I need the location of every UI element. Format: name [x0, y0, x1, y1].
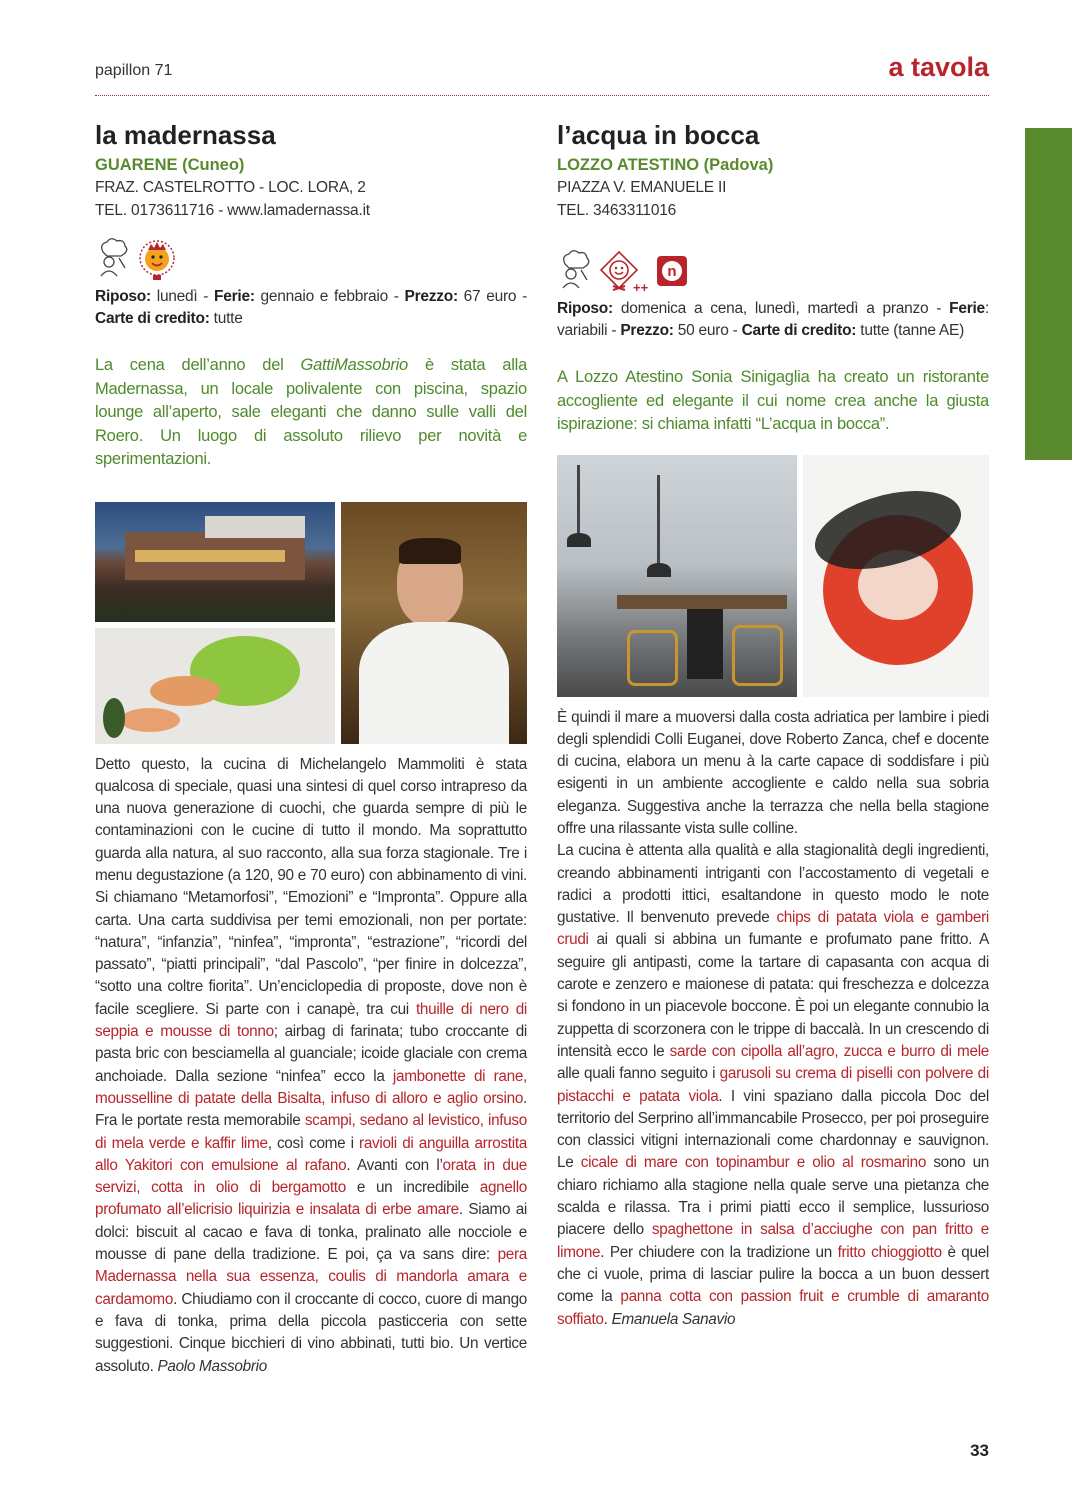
- restaurant-intro: [95, 354, 527, 472]
- riposo-label: Riposo:: [95, 288, 151, 305]
- body-text: . Avanti con l’: [346, 1156, 443, 1174]
- ferie-value: : variabili -: [557, 300, 989, 339]
- body-text: è quel che ci vuole, prima di lasciar pulire la bocca a un buon dessert come la: [557, 1243, 989, 1306]
- riposo-label: Riposo:: [557, 300, 613, 317]
- carte-value: tutte: [209, 310, 243, 327]
- smiley-award-icon: [601, 252, 649, 294]
- carte-value: tutte (tanne AE): [856, 322, 964, 339]
- villa-exterior-photo: [95, 502, 335, 622]
- restaurant-intro: A Lozzo Atestino Sonia Sinigaglia ha creato un ristorante accogliente ed elegante il cui nome crea anche la giusta ispirazione: si chiama infatti “L’acqua in bocca”.: [557, 368, 989, 433]
- dish-highlight: panna cotta con passion fruit e crumble di amaranto soffiato: [557, 1288, 989, 1328]
- body-paragraph: È quindi il mare a muoversi dalla costa adriatica per lambire i piedi degli splendidi Colli Euganei, dove Roberto Zanca, chef e docente di cucina, elabora un menu à la carte capace di soddisfare i più esigenti in un ambiente accogliente e caldo nella sua sobria eleganza. Suggestiva anche la terrazza che nella bella stagione offre una rilassante vista sulle colline.: [557, 708, 989, 837]
- restaurant-name: la madernassa: [95, 120, 276, 150]
- body-text: sono un chiaro richiamo alla stagione nella quale serve una pietanza che scalda e rilassa. Tra i primi piatti ecco il semplice, lussurioso piacere dello: [557, 1154, 989, 1239]
- prezzo-label: Prezzo:: [620, 322, 674, 339]
- magazine-issue: papillon 71: [95, 62, 173, 79]
- riposo-value: domenica a cena, lunedì, martedì a pranzo -: [612, 300, 950, 317]
- restaurant-city: LOZZO ATESTINO (Padova): [557, 156, 774, 174]
- body-text: ; airbag di farinata; tubo croccante di pasta bric con besciamella al guanciale; icoide glaciale con crema anchoiade. Dalla sezione “ninfea” ecco la: [95, 1023, 527, 1085]
- intro-text: è stata alla Madernassa, un locale polivalente con piscina, spazio lounge all’aperto, sale eleganti che danno sulle valli del Roero. Un luogo di assoluto rilievo per novità e sperimentazioni.: [95, 356, 527, 468]
- prezzo-label: Prezzo:: [404, 288, 458, 305]
- prezzo-value: 50 euro -: [673, 322, 742, 339]
- dish-highlight: sarde con cipolla all’agro, zucca e burro di mele: [669, 1042, 990, 1060]
- page-number: 33: [970, 1441, 989, 1460]
- dish-highlight: ravioli di anguilla arrostita allo Yakitori con emulsione al rafano: [95, 1134, 527, 1174]
- novelty-n-icon: [657, 256, 687, 286]
- crowned-smiley-award-icon: [140, 241, 174, 280]
- dish-highlight: thuille di nero di seppia e mousse di tonno: [95, 1000, 527, 1041]
- dish-highlight: chips di patata viola e gamberi crudi: [557, 909, 989, 949]
- body-text: alle quali fanno seguito i: [557, 1065, 720, 1083]
- dish-highlight: pera Madernassa nella sua essenza, coulis di mandorla amara e cardamomo: [95, 1246, 527, 1308]
- body-text: . Chiudiamo con il croccante di cocco, cuore di mango e fava di tonka, prima della piccola pasticceria con sette suggestioni. Cinque bicchieri di vino abbinati, tutti bio. Un vertice assoluto.: [95, 1290, 527, 1375]
- ferie-value: gennaio e febbraio -: [254, 288, 405, 305]
- dish-highlight: fritto chioggiotto: [837, 1243, 942, 1261]
- crudo-dish-photo: [803, 455, 989, 697]
- restaurant-phone-web: TEL. 0173611716 - www.lamadernassa.it: [95, 202, 370, 219]
- body-text: . Per chiudere con la tradizione un: [600, 1243, 838, 1261]
- novelty-letter: n: [667, 263, 677, 280]
- photo-gallery: [95, 502, 527, 744]
- dish-highlight: orata in due servizi, cotta in olio di bergamotto: [95, 1156, 527, 1197]
- restaurant-info: [95, 286, 527, 330]
- restaurant-name: l’acqua in bocca: [557, 120, 760, 150]
- restaurant-address: PIAZZA V. EMANUELE II: [557, 179, 727, 196]
- chef-hat-icon: [101, 239, 127, 276]
- restaurant-info: [557, 298, 989, 342]
- dish-highlight: cicale di mare con topinambur e olio al rosmarino: [580, 1154, 927, 1172]
- ferie-label: Ferie: [949, 300, 985, 317]
- header-divider: [95, 95, 989, 96]
- body-text: . I vini spaziano dalla piccola Doc del territorio del Serprino all’immancabile Prosecco, per poi proseguire con classici vitigni internazionali come chardonnay e sauvignon. Le: [557, 1087, 989, 1172]
- restaurant-phone: TEL. 3463311016: [557, 202, 677, 219]
- restaurant-address: FRAZ. CASTELROTTO - LOC. LORA, 2: [95, 179, 366, 196]
- guide-title: GattiMassobrio: [300, 356, 408, 374]
- restaurant-right: [557, 118, 989, 1331]
- chef-hat-icon: [563, 251, 589, 288]
- article-body: [557, 707, 989, 1331]
- ferie-label: Ferie:: [214, 288, 255, 305]
- restaurant-city: GUARENE (Cuneo): [95, 156, 245, 174]
- intro-text: La cena dell’anno del: [95, 356, 301, 374]
- body-text: . Siamo ai dolci: biscuit al cacao e fava di tonka, pralinato alle nocciole e mousse di pane della tradizione. E poi, ça va sans dire:: [95, 1201, 527, 1264]
- carte-label: Carte di credito:: [95, 310, 210, 327]
- body-text: ai quali si abbina un fumante e profumato pane fritto. A seguire gli antipasti, come la tartare di capasanta con acqua di carote e zenzero e maionese di patata: qui freschezza e dolcezza si fondono in un piacevole boccone. È poi un elegante connubio la zuppetta di scorzonera con le trippe di baccalà. In un crescendo di intensità ecco le: [557, 931, 989, 1060]
- dish-highlight: scampi, sedano al levistico, infuso di mela verde e kaffir lime: [95, 1112, 527, 1152]
- chef-portrait-photo: [341, 502, 527, 744]
- rating-icons: [557, 248, 989, 294]
- author-signature: Paolo Massobrio: [157, 1357, 267, 1375]
- article-body: [95, 754, 527, 1378]
- section-title: a tavola: [888, 52, 989, 82]
- body-text: . Fra le portate resta memorabile: [95, 1089, 527, 1130]
- dish-highlight: agnello profumato all’elicrisio liquirizia e insalata di erbe amare: [95, 1179, 527, 1219]
- photo-gallery: [557, 455, 989, 697]
- prezzo-value: 67 euro -: [457, 288, 527, 305]
- award-suffix: ++: [633, 280, 649, 294]
- restaurant-left: [95, 118, 527, 1378]
- carte-label: Carte di credito:: [741, 322, 857, 339]
- rating-icons: [95, 236, 527, 282]
- body-text: e un incredibile: [345, 1179, 480, 1197]
- dish-highlight: spaghettone in salsa d’acciughe con pan fritto e limone: [557, 1221, 989, 1261]
- body-text: .: [603, 1310, 612, 1328]
- body-text: Detto questo, la cucina di Michelangelo Mammoliti è stata qualcosa di speciale, quasi una sintesi di quel corso intrapreso da una nuova generazione di cuochi, che guarda sempre di più le contaminazioni con le cucine di tutto il mondo. Ma soprattutto guarda alla natura, al suo racconto, alla sua forza stagionale. Tre i menu degustazione (a 120, 90 e 70 euro) con abbinamento di vini. Si chiamano “Metamorfosi”, “Emozioni” e “Impronta”. Oppure alla carta. Una carta suddivisa per temi emozionali, non per portate: “natura”, “infanzia”, “ninfea”, “impronta”, “estrazione”, “ricordi del passato”, “piatti principali”, “dal Pascolo”, “per finire in dolcezza”, “sotto una coltre fiorita”. Un’enciclopedia di proposte, dove non è facile scegliere. Si parte con i canapè, tra cui: [95, 755, 527, 1018]
- dining-room-photo: [557, 455, 797, 697]
- body-text: , così come i: [267, 1134, 360, 1152]
- dish-highlight: jambonette di rane, mousselline di patate della Bisalta, infuso di alloro e aglio orsino: [95, 1067, 527, 1107]
- plated-dish-photo: [95, 628, 335, 744]
- dish-highlight: garusoli su crema di piselli con polvere di pistacchi e patata viola: [557, 1065, 989, 1105]
- author-signature: Emanuela Sanavio: [611, 1310, 736, 1328]
- body-text: La cucina è attenta alla qualità e alla stagionalità degli ingredienti, creando abbinamenti intriganti con l’accostamento di vegetali e radici a prodotti ittici, esaltandone in questo modo le note gustative. Il benvenuto prevede: [557, 842, 989, 927]
- riposo-value: lunedì -: [150, 288, 215, 305]
- section-side-tab: [1025, 128, 1072, 460]
